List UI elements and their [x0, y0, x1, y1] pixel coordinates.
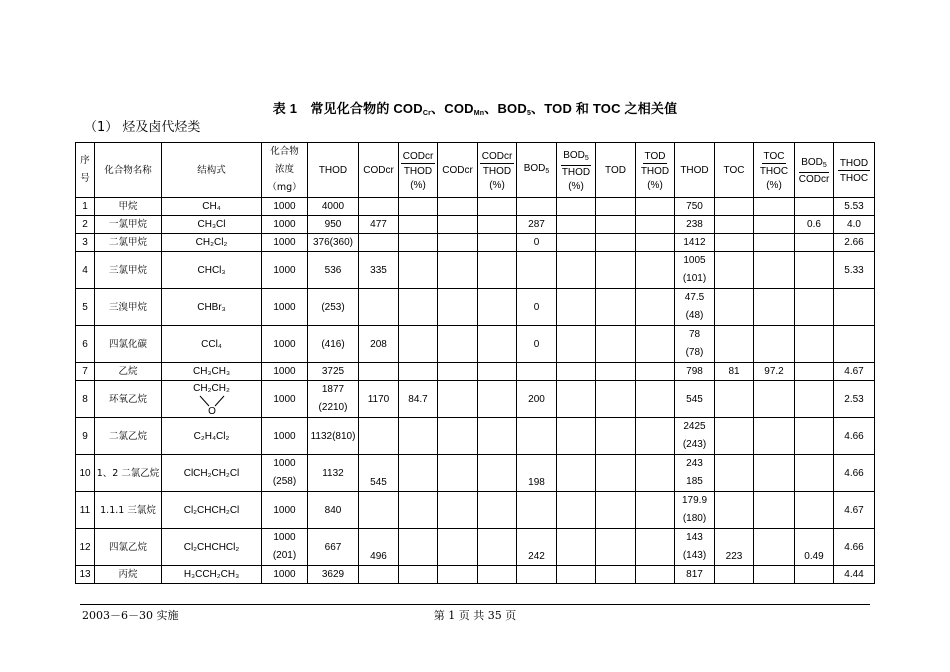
cell-empty [795, 252, 834, 289]
cell-empty [438, 529, 478, 566]
cell-conc: 1000 [262, 418, 308, 455]
cell-empty [715, 418, 754, 455]
cell-name: 甲烷 [95, 198, 162, 216]
table-row [76, 216, 875, 234]
cell-formula: CH₃Cl [162, 216, 262, 234]
cell-toc: 81 [715, 363, 754, 381]
cell-name: 环氧乙烷 [95, 381, 162, 418]
cell-empty [399, 455, 438, 492]
cell-thod2: 798 [675, 363, 715, 381]
table-title: 表 1 常见化合物的 $COD_{Cr}$、$COD_{Mn}$、$BOD_5$、TOD 和 TOC 之相关值 [272, 101, 678, 117]
cell-thod: (416) [308, 326, 359, 363]
cell-empty [438, 418, 478, 455]
cell-empty [399, 234, 438, 252]
cell-empty [596, 216, 636, 234]
cell-thod2: 78 (78) [675, 326, 715, 363]
cell-bod5: 200 [517, 381, 557, 418]
cell-no: 1 [76, 198, 95, 216]
cell-name: 二氯乙烷 [95, 418, 162, 455]
cell-thod: 3725 [308, 363, 359, 381]
cell-formula: CH₂Cl₂ [162, 234, 262, 252]
cell-bod5: 287 [517, 216, 557, 234]
cell-empty [438, 216, 478, 234]
cell-no: 2 [76, 216, 95, 234]
cell-empty [636, 326, 675, 363]
cell-empty [557, 492, 596, 529]
cell-empty [636, 492, 675, 529]
cell-empty [715, 289, 754, 326]
cell-empty [438, 198, 478, 216]
epoxide-structure: CH₂CH₂ O [193, 383, 230, 415]
cell-empty [636, 381, 675, 418]
cell-conc: 1000 [262, 198, 308, 216]
cell-conc: 1000 (258) [262, 455, 308, 492]
header-toc-thoc: TOC THOC (%) [754, 143, 795, 198]
cell-formula: CHBr₃ [162, 289, 262, 326]
cell-ratio: 4.44 [834, 566, 875, 584]
cell-empty [478, 418, 517, 455]
cell-formula: Cl₂CHCH₂Cl [162, 492, 262, 529]
cell-empty [478, 289, 517, 326]
cell-empty [795, 418, 834, 455]
cell-name: 三氯甲烷 [95, 252, 162, 289]
cell-no: 3 [76, 234, 95, 252]
cell-thod2: 817 [675, 566, 715, 584]
cell-empty [517, 363, 557, 381]
cell-formula [162, 381, 262, 418]
cell-ratio: 4.66 [834, 418, 875, 455]
cell-empty [636, 418, 675, 455]
cell-no: 6 [76, 326, 95, 363]
header-thod-thoc: THOD THOC [834, 143, 875, 198]
cell-bod5: 0 [517, 234, 557, 252]
cell-empty [438, 289, 478, 326]
cell-conc: 1000 [262, 234, 308, 252]
cell-bod5: 0 [517, 326, 557, 363]
cell-empty [754, 381, 795, 418]
cell-empty [557, 455, 596, 492]
cell-empty [596, 252, 636, 289]
cell-empty [517, 418, 557, 455]
cell-toc: 223 [715, 529, 754, 566]
header-bod5-thod: $BOD_5$ THOD (%) [557, 143, 596, 198]
cell-empty [795, 566, 834, 584]
cell-empty [636, 529, 675, 566]
cell-codcr: 477 [359, 216, 399, 234]
cell-codcr: 545 [359, 455, 399, 492]
cell-toc-pct: 97.2 [754, 363, 795, 381]
cell-empty [795, 198, 834, 216]
cell-empty [596, 529, 636, 566]
cell-empty [636, 566, 675, 584]
compound-table [75, 142, 875, 584]
cell-conc: 1000 [262, 216, 308, 234]
cell-empty [636, 198, 675, 216]
header-thod2: THOD [675, 143, 715, 198]
cell-empty [754, 455, 795, 492]
header-toc: TOC [715, 143, 754, 198]
cell-thod2: 143 (143) [675, 529, 715, 566]
cell-formula: CH₄ [162, 198, 262, 216]
cell-empty [596, 566, 636, 584]
cell-formula: CCl₄ [162, 326, 262, 363]
cell-empty [557, 381, 596, 418]
table-row [76, 326, 875, 363]
cell-empty [438, 326, 478, 363]
cell-ratio: 5.33 [834, 252, 875, 289]
cell-bod5-codcr: 0.49 [795, 529, 834, 566]
header-row [76, 143, 875, 198]
cell-empty [438, 381, 478, 418]
cell-thod: (253) [308, 289, 359, 326]
table-row [76, 234, 875, 252]
cell-empty [557, 566, 596, 584]
cell-no: 9 [76, 418, 95, 455]
cell-empty [596, 492, 636, 529]
cell-empty [438, 566, 478, 584]
cell-empty [478, 216, 517, 234]
cell-empty [359, 198, 399, 216]
cell-no: 8 [76, 381, 95, 418]
cell-empty [478, 455, 517, 492]
cell-empty [557, 216, 596, 234]
cell-empty [715, 252, 754, 289]
cell-empty [715, 381, 754, 418]
cell-conc: 1000 [262, 566, 308, 584]
cell-empty [399, 363, 438, 381]
cell-empty [399, 418, 438, 455]
cell-empty [399, 216, 438, 234]
cell-bod5: 0 [517, 289, 557, 326]
header-formula: 结构式 [162, 143, 262, 198]
cell-thod: 840 [308, 492, 359, 529]
table-row [76, 492, 875, 529]
cell-empty [596, 198, 636, 216]
cell-empty [399, 289, 438, 326]
cell-empty [557, 252, 596, 289]
cell-empty [359, 492, 399, 529]
cell-empty [359, 418, 399, 455]
cell-empty [596, 289, 636, 326]
cell-empty [795, 234, 834, 252]
cell-conc: 1000 [262, 363, 308, 381]
cell-thod2: 1005 (101) [675, 252, 715, 289]
cell-empty [834, 289, 875, 326]
cell-empty [399, 252, 438, 289]
cell-thod2: 47.5 (48) [675, 289, 715, 326]
cell-empty [596, 326, 636, 363]
cell-empty [754, 289, 795, 326]
cell-empty [478, 198, 517, 216]
cell-empty [596, 455, 636, 492]
cell-thod: 4000 [308, 198, 359, 216]
cell-empty [359, 566, 399, 584]
header-codcr: CODcr [359, 143, 399, 198]
footer-page-number: 第 1 页 共 35 页 [433, 609, 517, 622]
cell-empty [557, 326, 596, 363]
cell-formula: ClCH₂CH₂Cl [162, 455, 262, 492]
cell-name: 1、2 二氯乙烷 [95, 455, 162, 492]
cell-thod2: 238 [675, 216, 715, 234]
cell-empty [754, 216, 795, 234]
cell-empty [715, 492, 754, 529]
cell-name: 四氯化碳 [95, 326, 162, 363]
header-codcr-thod: CODcr THOD (%) [399, 143, 438, 198]
cell-codcr: 335 [359, 252, 399, 289]
cell-thod2: 2425 (243) [675, 418, 715, 455]
cell-empty [795, 455, 834, 492]
cell-empty [557, 529, 596, 566]
cell-ratio: 5.53 [834, 198, 875, 216]
cell-conc: 1000 [262, 381, 308, 418]
cell-thod: 1132 [308, 455, 359, 492]
cell-empty [438, 455, 478, 492]
table-row [76, 252, 875, 289]
cell-empty [557, 418, 596, 455]
cell-name: 丙烷 [95, 566, 162, 584]
cell-no: 12 [76, 529, 95, 566]
cell-empty [478, 234, 517, 252]
cell-empty [438, 234, 478, 252]
cell-conc: 1000 [262, 289, 308, 326]
cell-empty [399, 198, 438, 216]
cell-empty [478, 252, 517, 289]
cell-empty [399, 492, 438, 529]
header-codcr2-thod: CODcr THOD (%) [478, 143, 517, 198]
cell-empty [359, 289, 399, 326]
table-row [76, 529, 875, 566]
cell-no: 4 [76, 252, 95, 289]
cell-empty [754, 529, 795, 566]
cell-empty [715, 198, 754, 216]
cell-empty [359, 363, 399, 381]
cell-ratio: 4.0 [834, 216, 875, 234]
header-seq: 序 号 [76, 143, 95, 198]
cell-name: 1.1.1 三氯烷 [95, 492, 162, 529]
cell-empty [438, 252, 478, 289]
cell-empty [636, 289, 675, 326]
cell-empty [834, 326, 875, 363]
table-row [76, 418, 875, 455]
cell-empty [438, 363, 478, 381]
header-conc: 化合物 浓度 （mg） [262, 143, 308, 198]
cell-empty [636, 252, 675, 289]
cell-empty [715, 234, 754, 252]
header-codcr2: CODcr [438, 143, 478, 198]
cell-empty [636, 455, 675, 492]
cell-thod: 1877 (2210) [308, 381, 359, 418]
cell-empty [478, 566, 517, 584]
cell-empty [754, 418, 795, 455]
cell-name: 四氯乙烷 [95, 529, 162, 566]
footer-date: 2003－6－30 实施 [82, 609, 179, 622]
cell-thod: 667 [308, 529, 359, 566]
cell-empty [478, 381, 517, 418]
cell-empty [596, 234, 636, 252]
cell-empty [478, 326, 517, 363]
cell-name: 二氯甲烷 [95, 234, 162, 252]
header-bod5: $BOD_5$ [517, 143, 557, 198]
cell-ratio: 4.67 [834, 492, 875, 529]
cell-thod: 536 [308, 252, 359, 289]
cell-thod: 3629 [308, 566, 359, 584]
cell-name: 乙烷 [95, 363, 162, 381]
cell-thod2: 243 185 [675, 455, 715, 492]
cell-empty [596, 381, 636, 418]
cell-name: 一氯甲烷 [95, 216, 162, 234]
cell-empty [795, 326, 834, 363]
cell-empty [517, 252, 557, 289]
cell-empty [596, 418, 636, 455]
cell-empty [478, 363, 517, 381]
epoxide-ring-icon [192, 395, 232, 415]
cell-empty [754, 198, 795, 216]
cell-no: 7 [76, 363, 95, 381]
cell-no: 10 [76, 455, 95, 492]
cell-empty [478, 529, 517, 566]
cell-thod2: 179.9 (180) [675, 492, 715, 529]
cell-bod5-codcr: 0.6 [795, 216, 834, 234]
cell-empty [715, 216, 754, 234]
cell-no: 5 [76, 289, 95, 326]
cell-conc: 1000 (201) [262, 529, 308, 566]
svg-text:O: O [207, 406, 216, 415]
cell-empty [557, 198, 596, 216]
table-row [76, 363, 875, 381]
table-row [76, 198, 875, 216]
cell-ratio: 4.67 [834, 363, 875, 381]
cell-thod2: 1412 [675, 234, 715, 252]
header-tod-thod: TOD THOD (%) [636, 143, 675, 198]
cell-ratio: 4.66 [834, 455, 875, 492]
table-row [76, 455, 875, 492]
cell-empty [715, 455, 754, 492]
cell-no: 13 [76, 566, 95, 584]
table-row [76, 566, 875, 584]
cell-no: 11 [76, 492, 95, 529]
cell-bod5: 242 [517, 529, 557, 566]
cell-empty [795, 381, 834, 418]
cell-empty [359, 234, 399, 252]
cell-codcr: 208 [359, 326, 399, 363]
cell-empty [636, 363, 675, 381]
cell-empty [636, 234, 675, 252]
cell-empty [517, 198, 557, 216]
cell-thod2: 750 [675, 198, 715, 216]
cell-empty [399, 566, 438, 584]
cell-empty [438, 492, 478, 529]
cell-empty [478, 492, 517, 529]
cell-formula: H₃CCH₂CH₃ [162, 566, 262, 584]
cell-conc: 1000 [262, 252, 308, 289]
cell-empty [795, 363, 834, 381]
cell-empty [517, 566, 557, 584]
cell-conc: 1000 [262, 492, 308, 529]
cell-empty [517, 492, 557, 529]
cell-conc: 1000 [262, 326, 308, 363]
cell-empty [636, 216, 675, 234]
section-heading: （1） 烃及卤代烃类 [84, 120, 201, 135]
header-tod: TOD [596, 143, 636, 198]
cell-codcr: 1170 [359, 381, 399, 418]
cell-thod: 1132(810) [308, 418, 359, 455]
cell-ratio: 2.53 [834, 381, 875, 418]
cell-empty [715, 566, 754, 584]
cell-empty [795, 289, 834, 326]
cell-formula: CH₃CH₃ [162, 363, 262, 381]
cell-empty [754, 252, 795, 289]
cell-empty [557, 363, 596, 381]
cell-formula: C₂H₄Cl₂ [162, 418, 262, 455]
cell-thod: 376(360) [308, 234, 359, 252]
cell-ratio: 2.66 [834, 234, 875, 252]
cell-thod2: 545 [675, 381, 715, 418]
cell-codcr: 496 [359, 529, 399, 566]
cell-empty [399, 326, 438, 363]
cell-codcr-pct: 84.7 [399, 381, 438, 418]
cell-empty [754, 492, 795, 529]
cell-ratio: 4.66 [834, 529, 875, 566]
cell-empty [795, 492, 834, 529]
cell-empty [754, 234, 795, 252]
header-bod5-codcr: $BOD_5$ CODcr [795, 143, 834, 198]
cell-empty [557, 289, 596, 326]
cell-empty [399, 529, 438, 566]
table-row [76, 381, 875, 418]
cell-name: 三溴甲烷 [95, 289, 162, 326]
header-name: 化合物名称 [95, 143, 162, 198]
table-row [76, 289, 875, 326]
cell-formula: CHCl₃ [162, 252, 262, 289]
cell-formula: Cl₂CHCHCl₂ [162, 529, 262, 566]
cell-empty [754, 326, 795, 363]
cell-bod5: 198 [517, 455, 557, 492]
cell-empty [557, 234, 596, 252]
cell-empty [715, 326, 754, 363]
cell-empty [754, 566, 795, 584]
footer-divider [80, 604, 870, 605]
cell-empty [596, 363, 636, 381]
cell-thod: 950 [308, 216, 359, 234]
header-thod: THOD [308, 143, 359, 198]
